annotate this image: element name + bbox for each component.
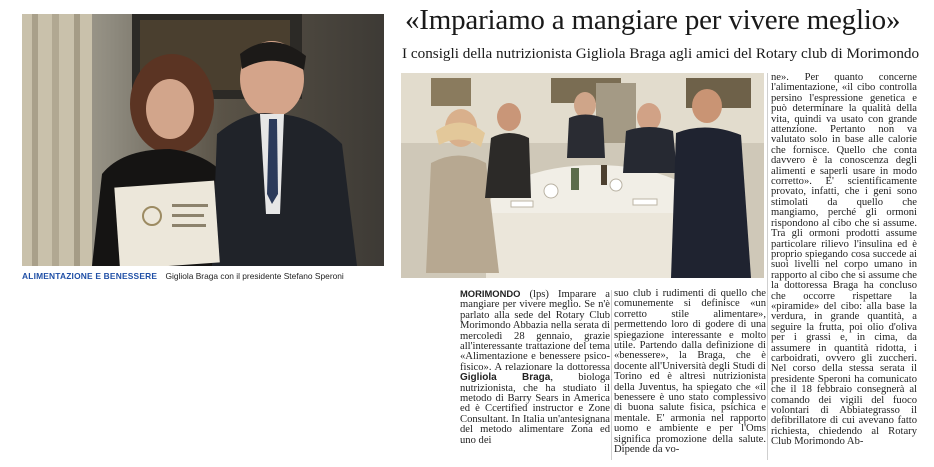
caption-section-label: ALIMENTAZIONE E BENESSERE xyxy=(22,271,158,281)
article-column-1 xyxy=(460,289,610,461)
article-byline: (lps) xyxy=(529,289,549,300)
column-divider xyxy=(611,290,612,460)
article-column-3-text: ne». Per quanto concerne l'alimentazione, «il cibo controlla persino l'espressione genetica e può determinare la qualità della vita, quindi va usato con grande attenzione. Pertanto non va valutato solo in base alle calorie che fornisce. Quello che conta davvero è la conoscenza degli alimenti e saperli usare in modo corretto». E' scientificamente provato, infatti, che i geni sono stimolati da quello che mangiamo, perché gli ormoni rispondono al cibo che si assume. Tra gli ormoni prodotti assume particolare rilievo l'insulina ed è proprio spiegando cosa succede ai suoi livelli nel corpo umano in rapporto al cibo che si assume che la dottoressa Braga ha concluso che occorre rispettare la «piramide» del cibo: alla base la verdura, in grande quantità, a seguire la frutta, poi olio d'oliva per i grassi e, in cima, da assumere in quantità ridotta, i carboidrati, ovvero gli zuccheri. Nel corso della stessa serata il presidente Speroni ha comunicato che il 18 febbraio consegnerà al comando dei vigili del fuoco volontari di Abbiategrasso il defibrillatore di cui avevano fatto richiesta, chiedendo al Rotary Club Morimondo Ab- xyxy=(771,73,917,448)
article-dateline: MORIMONDO xyxy=(460,289,521,299)
article-column-1-intro: Imparare a mangiare per vivere meglio. Se n'è parlato alla sede del Rotary Club Morimondo Abbazia nella serata di mercoledì 28 gennaio, grazie all'interessante trattazione del tema «Alimentazione e benessere psico-fisico». A relazionare la dottoressa xyxy=(460,289,610,373)
article-column-2 xyxy=(614,289,766,461)
photo-dinner-table-image xyxy=(401,73,764,278)
article-column-3 xyxy=(771,73,917,463)
headline: «Impariamo a mangiare per vivere meglio» xyxy=(405,4,901,36)
column-divider-right xyxy=(767,73,768,460)
photo-dinner-table xyxy=(401,73,764,278)
subheadline: I consigli della nutrizionista Gigliola Braga agli amici del Rotary club di Morimondo xyxy=(402,45,920,62)
photo-braga-speroni xyxy=(22,14,384,266)
photo-caption xyxy=(22,268,384,284)
article-column-2-text: suo club i rudimenti di quello che comunemente si definisce «un corretto stile alimentare», permettendo loro di godere di una spiegazione interessante e molto utile. Partendo dalla definizione di «benessere», la Braga, che è docente all'Università degli Studi di Torino ed è altresì nutrizionista della Juventus, ha spiegato che «il benessere è uno stato complessivo di buona salute fisica, psichica e mentale. E' armonia nel rapporto uomo e ambiente e per l'Oms significa promozione della salute. Dipende da vo- xyxy=(614,289,766,456)
article-column-1-name: Gigliola Braga xyxy=(460,372,551,384)
article-column-1-rest: , biologa nutrizionista, che ha studiato il metodo di Barry Sears in America ed è Ccertified instructor e Zone Consultant. In Italia un'antesignana del metodo alimentare Zona ed uno dei xyxy=(460,372,610,446)
caption-text: Gigliola Braga con il presidente Stefano Speroni xyxy=(165,271,344,281)
photo-braga-speroni-image xyxy=(22,14,384,266)
